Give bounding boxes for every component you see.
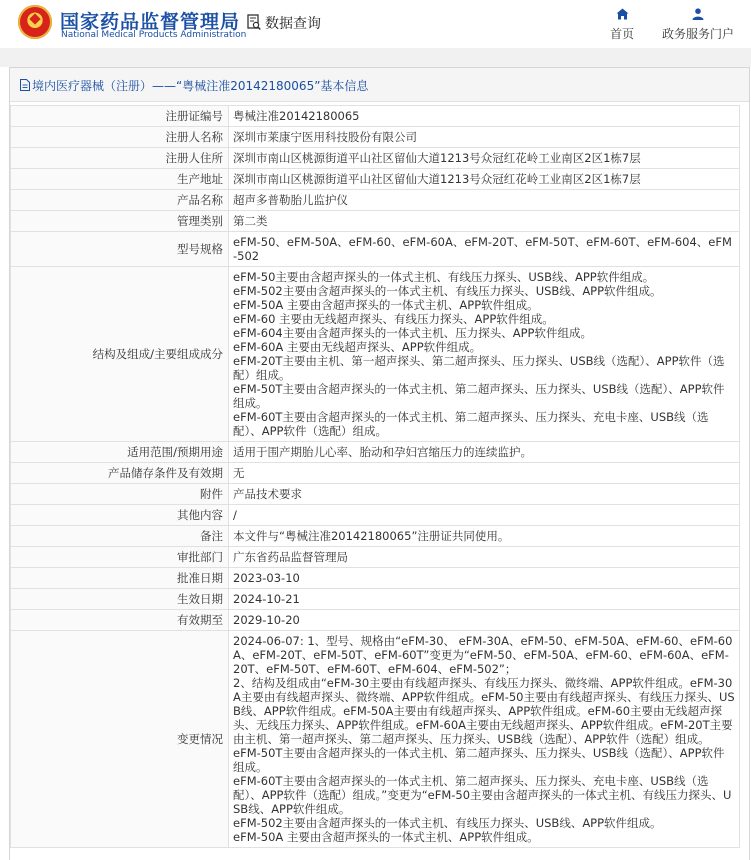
row-value-effective-date: 2024-10-21 <box>229 589 740 610</box>
row-value-product-name: 超声多普勒胎儿监护仪 <box>229 190 740 211</box>
row-value-other: / <box>229 505 740 526</box>
data-query-title: 数据查询 <box>265 16 321 32</box>
table-row <box>11 610 740 631</box>
site-title-english: National Medical Products Administration <box>61 30 247 40</box>
row-label: 生产地址 <box>11 169 229 190</box>
structure-line: eFM-60 主要由无线超声探头、有线压力探头、APP软件组成。 <box>233 312 554 326</box>
nav-home-label: 首页 <box>609 27 634 41</box>
row-label: 产品名称 <box>11 190 229 211</box>
row-label: 管理类别 <box>11 211 229 232</box>
table-row <box>11 106 740 127</box>
panel-header <box>10 68 749 102</box>
row-label: 型号规格 <box>11 232 229 267</box>
user-icon <box>692 8 704 20</box>
table-row <box>11 631 740 848</box>
change-lines <box>233 634 735 844</box>
structure-line: eFM-60T主要由含超声探头的一体式主机、第二超声探头、压力探头、充电卡座、USB线（选配）、APP软件（选配）组成。 <box>233 410 709 438</box>
structure-line: eFM-502主要由含超声探头的一体式主机、有线压力探头、USB线、APP软件组成。 <box>233 284 662 298</box>
row-value-changes <box>229 631 740 848</box>
structure-lines <box>233 270 735 438</box>
row-label: 备注 <box>11 526 229 547</box>
national-emblem-logo <box>18 5 52 39</box>
row-value-production-address: 深圳市南山区桃源街道平山社区留仙大道1213号众冠红花岭工业南区2区1栋7层 <box>229 169 740 190</box>
row-label: 附件 <box>11 484 229 505</box>
table-row <box>11 484 740 505</box>
structure-line: eFM-604主要由含超声探头的一体式主机、压力探头、APP软件组成。 <box>233 326 592 340</box>
row-value-registrant-address: 深圳市南山区桃源街道平山社区留仙大道1213号众冠红花岭工业南区2区1栋7层 <box>229 148 740 169</box>
change-line: eFM-50A 主要由含超声探头的一体式主机、APP软件组成。 <box>233 830 539 844</box>
table-row <box>11 211 740 232</box>
home-icon <box>616 8 629 20</box>
nav-government-service[interactable] <box>660 8 736 42</box>
change-line: 2024-06-07: 1、型号、规格由“eFM-30、 eFM-30A、eFM-50、eFM-50A、eFM-60、eFM-60A、eFM-20T、eFM-50T、eFM-60T”变更为“eFM-50、eFM-50A、eFM-60、eFM-60A、eFM-20T、eFM-50T、eFM-60T、eFM-604、eFM-502”； <box>233 634 733 676</box>
row-value-remark: 本文件与“粤械注准20142180065”注册证共同使用。 <box>229 526 740 547</box>
row-value-approve-date: 2023-03-10 <box>229 568 740 589</box>
row-label: 变更情况 <box>11 631 229 848</box>
row-label: 产品储存条件及有效期 <box>11 463 229 484</box>
change-line: eFM-60T主要由含超声探头的一体式主机、第二超声探头、压力探头、充电卡座、USB线（选配）、APP软件（选配）组成。”变更为“eFM-50主要由含超声探头的一体式主机、有线压力探头、USB线、APP软件组成。 <box>233 774 732 816</box>
row-value-reg-no: 粤械注准20142180065 <box>229 106 740 127</box>
row-value-expiry-date: 2029-10-20 <box>229 610 740 631</box>
table-row <box>11 463 740 484</box>
change-line: 2、结构及组成由“eFM-30主要由有线超声探头、有线压力探头、微终端、APP软件组成。eFM-30A主要由有线超声探头、微终端、APP软件组成。eFM-50主要由有线超声探头、有线压力探头、USB线、APP软件组成。eFM-50A主要由有线超声探头、APP软件组成。eFM-60主要由无线超声探头、无线压力探头、APP软件组成。eFM-60A主要由无线超声探头、APP软件组成。eFM-20T主要由主机、第一超声探头、第二超声探头、压力探头、USB线（选配）、APP软件（选配）组成。 <box>233 676 735 746</box>
site-title[interactable]: 国家药品监督管理局 <box>60 11 241 33</box>
document-icon <box>20 79 30 91</box>
table-row <box>11 267 740 442</box>
row-label: 审批部门 <box>11 547 229 568</box>
detail-panel <box>9 67 750 860</box>
row-value-model: eFM-50、eFM-50A、eFM-60、eFM-60A、eFM-20T、eFM-50T、eFM-60T、eFM-604、eFM-502 <box>229 232 740 267</box>
table-row <box>11 442 740 463</box>
table-row <box>11 127 740 148</box>
row-label: 注册证编号 <box>11 106 229 127</box>
row-label: 注册人名称 <box>11 127 229 148</box>
panel-title: 境内医疗器械（注册）——“粤械注准20142180065”基本信息 <box>32 79 369 93</box>
row-label: 适用范围/预期用途 <box>11 442 229 463</box>
site-header <box>0 0 751 48</box>
row-value-attachment: 产品技术要求 <box>229 484 740 505</box>
row-label: 其他内容 <box>11 505 229 526</box>
row-value-storage: 无 <box>229 463 740 484</box>
table-row <box>11 547 740 568</box>
row-label: 有效期至 <box>11 610 229 631</box>
table-row <box>11 589 740 610</box>
table-row <box>11 148 740 169</box>
row-value-dept: 广东省药品监督管理局 <box>229 547 740 568</box>
change-line: eFM-50T主要由含超声探头的一体式主机、第二超声探头、压力探头、USB线（选配）、APP软件组成。 <box>233 746 725 774</box>
nav-service-label: 政务服务门户 <box>661 27 734 41</box>
structure-line: eFM-20T主要由主机、第一超声探头、第二超声探头、压力探头、USB线（选配）、APP软件（选配）组成。 <box>233 354 725 382</box>
table-row <box>11 169 740 190</box>
structure-line: eFM-60A 主要由无线超声探头、APP软件组成。 <box>233 340 482 354</box>
row-label: 批准日期 <box>11 568 229 589</box>
table-row <box>11 505 740 526</box>
row-value-scope: 适用于围产期胎儿心率、胎动和孕妇宫缩压力的连续监护。 <box>229 442 740 463</box>
structure-line: eFM-50A 主要由含超声探头的一体式主机、APP软件组成。 <box>233 298 539 312</box>
row-label: 结构及组成/主要组成成分 <box>11 267 229 442</box>
structure-line: eFM-50T主要由含超声探头的一体式主机、第二超声探头、压力探头、USB线（选配）、APP软件组成。 <box>233 382 725 410</box>
row-value-structure <box>229 267 740 442</box>
row-value-category: 第二类 <box>229 211 740 232</box>
nav-home[interactable] <box>607 8 637 42</box>
row-value-registrant: 深圳市莱康宁医用科技股份有限公司 <box>229 127 740 148</box>
table-row <box>11 568 740 589</box>
device-info-table <box>10 105 740 848</box>
row-label: 生效日期 <box>11 589 229 610</box>
structure-line: eFM-50主要由含超声探头的一体式主机、有线压力探头、USB线、APP软件组成。 <box>233 270 655 284</box>
header-separator <box>0 48 751 67</box>
table-row <box>11 190 740 211</box>
table-row <box>11 526 740 547</box>
document-search-icon <box>247 14 261 31</box>
change-line: eFM-502主要由含超声探头的一体式主机、有线压力探头、USB线、APP软件组成。 <box>233 816 662 830</box>
table-row <box>11 232 740 267</box>
row-label: 注册人住所 <box>11 148 229 169</box>
